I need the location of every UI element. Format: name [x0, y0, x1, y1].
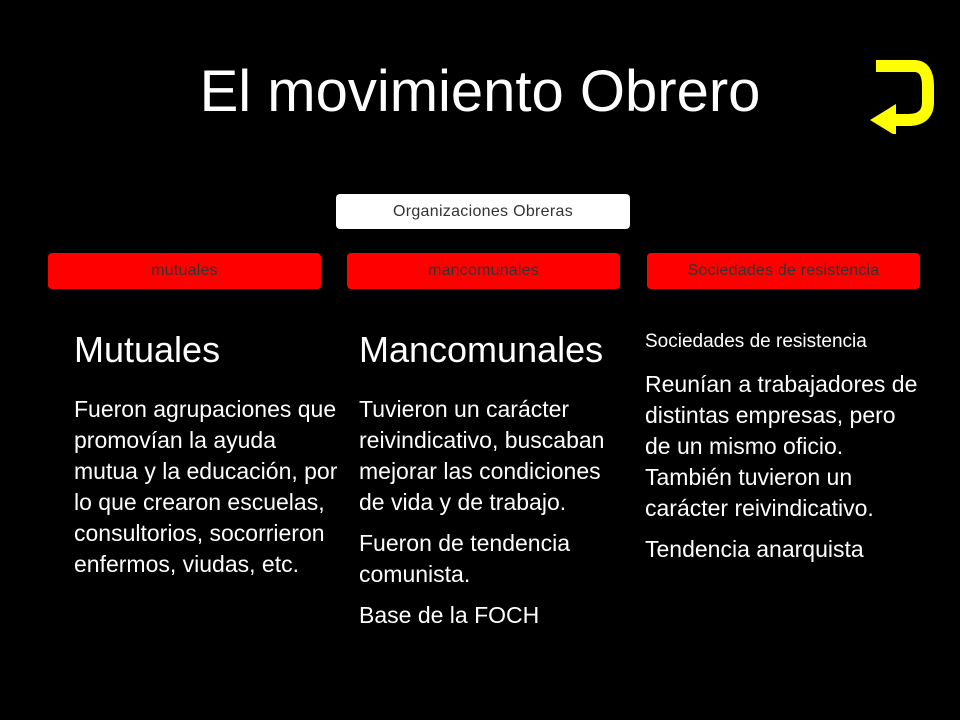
column-paragraph: Tuvieron un carácter reivindicativo, buscaban mejorar las condiciones de vida y de trabajo. [359, 396, 605, 515]
column-heading: Mutuales [74, 329, 221, 370]
root-node-organizaciones-obreras: Organizaciones Obreras [336, 194, 630, 229]
column-mancomunales [359, 328, 624, 631]
branch-node-mancomunales[interactable]: mancomunales [347, 253, 620, 289]
column-sociedades-de-resistencia [645, 328, 920, 565]
column-paragraph: Fueron agrupaciones que promovían la ayuda mutua y la educación, por lo que crearon escuelas, consultorios, socorrieron enfermos, viudas, etc. [74, 396, 338, 577]
branch-node-mutuales[interactable]: mutuales [48, 253, 321, 289]
column-paragraph: Tendencia anarquista [645, 536, 864, 562]
column-heading: Sociedades de resistencia [645, 331, 867, 352]
column-paragraph: Base de la FOCH [359, 602, 540, 628]
column-paragraph: Reunían a trabajadores de distintas empresas, pero de un mismo oficio. También tuvieron un carácter reivindicativo. [645, 371, 918, 521]
return-arrow-icon[interactable] [868, 56, 940, 134]
column-mutuales [74, 328, 344, 580]
column-heading: Mancomunales [359, 329, 604, 370]
column-paragraph: Fueron de tendencia comunista. [359, 530, 570, 587]
branch-node-sociedades-de-resistencia[interactable]: Sociedades de resistencia [647, 253, 920, 289]
slide-title: El movimiento Obrero [199, 59, 761, 124]
